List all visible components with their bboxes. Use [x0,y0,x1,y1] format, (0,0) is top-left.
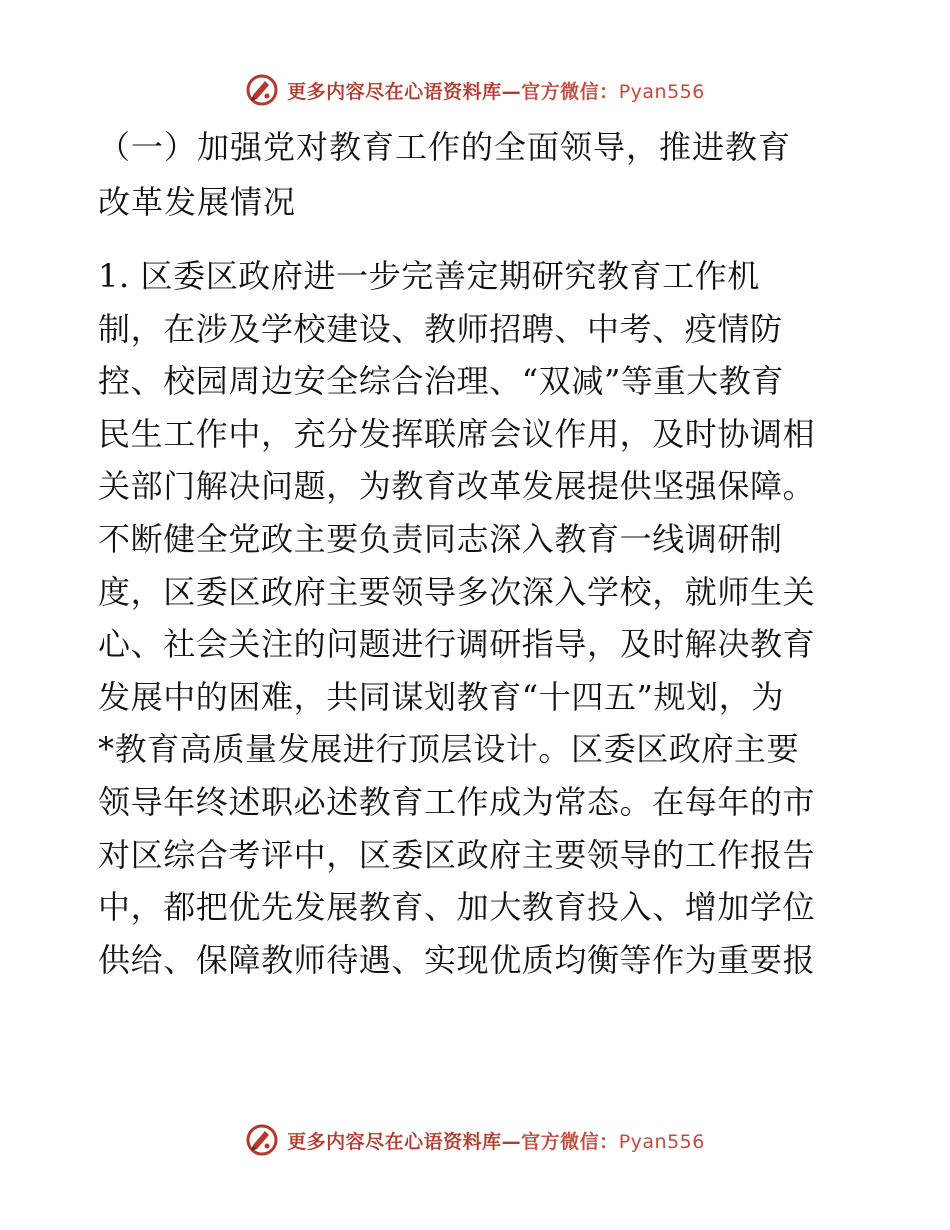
heading-line: 改革发展情况 [98,183,297,221]
banner-text [287,77,705,104]
banner-main-text: 更多内容尽在心语资料库 [287,1130,502,1153]
banner-wechat-id: Pyan556 [618,80,705,103]
paragraph-line: 心、社会关注的问题进行调研指导，及时解决教育 [98,625,816,664]
paragraph-line: 中，都把优先发展教育、加大教育投入、增加学位 [98,888,816,927]
heading-line: （一）加强党对教育工作的全面领导，推进教育 [98,128,792,166]
paragraph-line: 不断健全党政主要负责同志深入教育一线调研制 [98,519,783,558]
body-paragraph [98,250,858,986]
paragraph-line: 1. 区委区政府进一步完善定期研究教育工作机 [98,257,760,295]
paragraph-line: 关部门解决问题，为教育改革发展提供坚强保障。 [98,467,816,506]
paragraph-line: 度，区委区政府主要领导多次深入学校，就师生关 [98,572,816,611]
paragraph-line: 领导年终述职必述教育工作成为常态。在每年的市 [98,782,816,821]
header-banner [0,70,950,110]
banner-main-text: 更多内容尽在心语资料库 [287,80,502,103]
paragraph-line: 民生工作中，充分发挥联席会议作用，及时协调相 [98,414,816,453]
banner-separator: — [501,1130,522,1153]
paragraph-line: 控、校园周边安全综合治理、“双减”等重大教育 [98,362,784,401]
banner-text [287,1127,705,1154]
banner-wechat-label: 官方微信： [521,1130,619,1153]
logo-icon [245,1123,279,1157]
logo-icon [245,73,279,107]
paragraph-line: 制，在涉及学校建设、教师招聘、中考、疫情防 [98,309,783,348]
banner-wechat-label: 官方微信： [521,80,619,103]
paragraph-line: 发展中的困难，共同谋划教育“十四五”规划，为 [98,677,784,716]
paragraph-line: *教育高质量发展进行顶层设计。区委区政府主要 [98,730,800,769]
section-heading [98,120,858,230]
footer-banner [0,1120,950,1160]
banner-separator: — [501,80,522,103]
paragraph-line: 对区综合考评中，区委区政府主要领导的工作报告 [98,835,816,874]
banner-wechat-id: Pyan556 [618,1130,705,1153]
paragraph-line: 供给、保障教师待遇、实现优质均衡等作为重要报 [98,940,816,979]
